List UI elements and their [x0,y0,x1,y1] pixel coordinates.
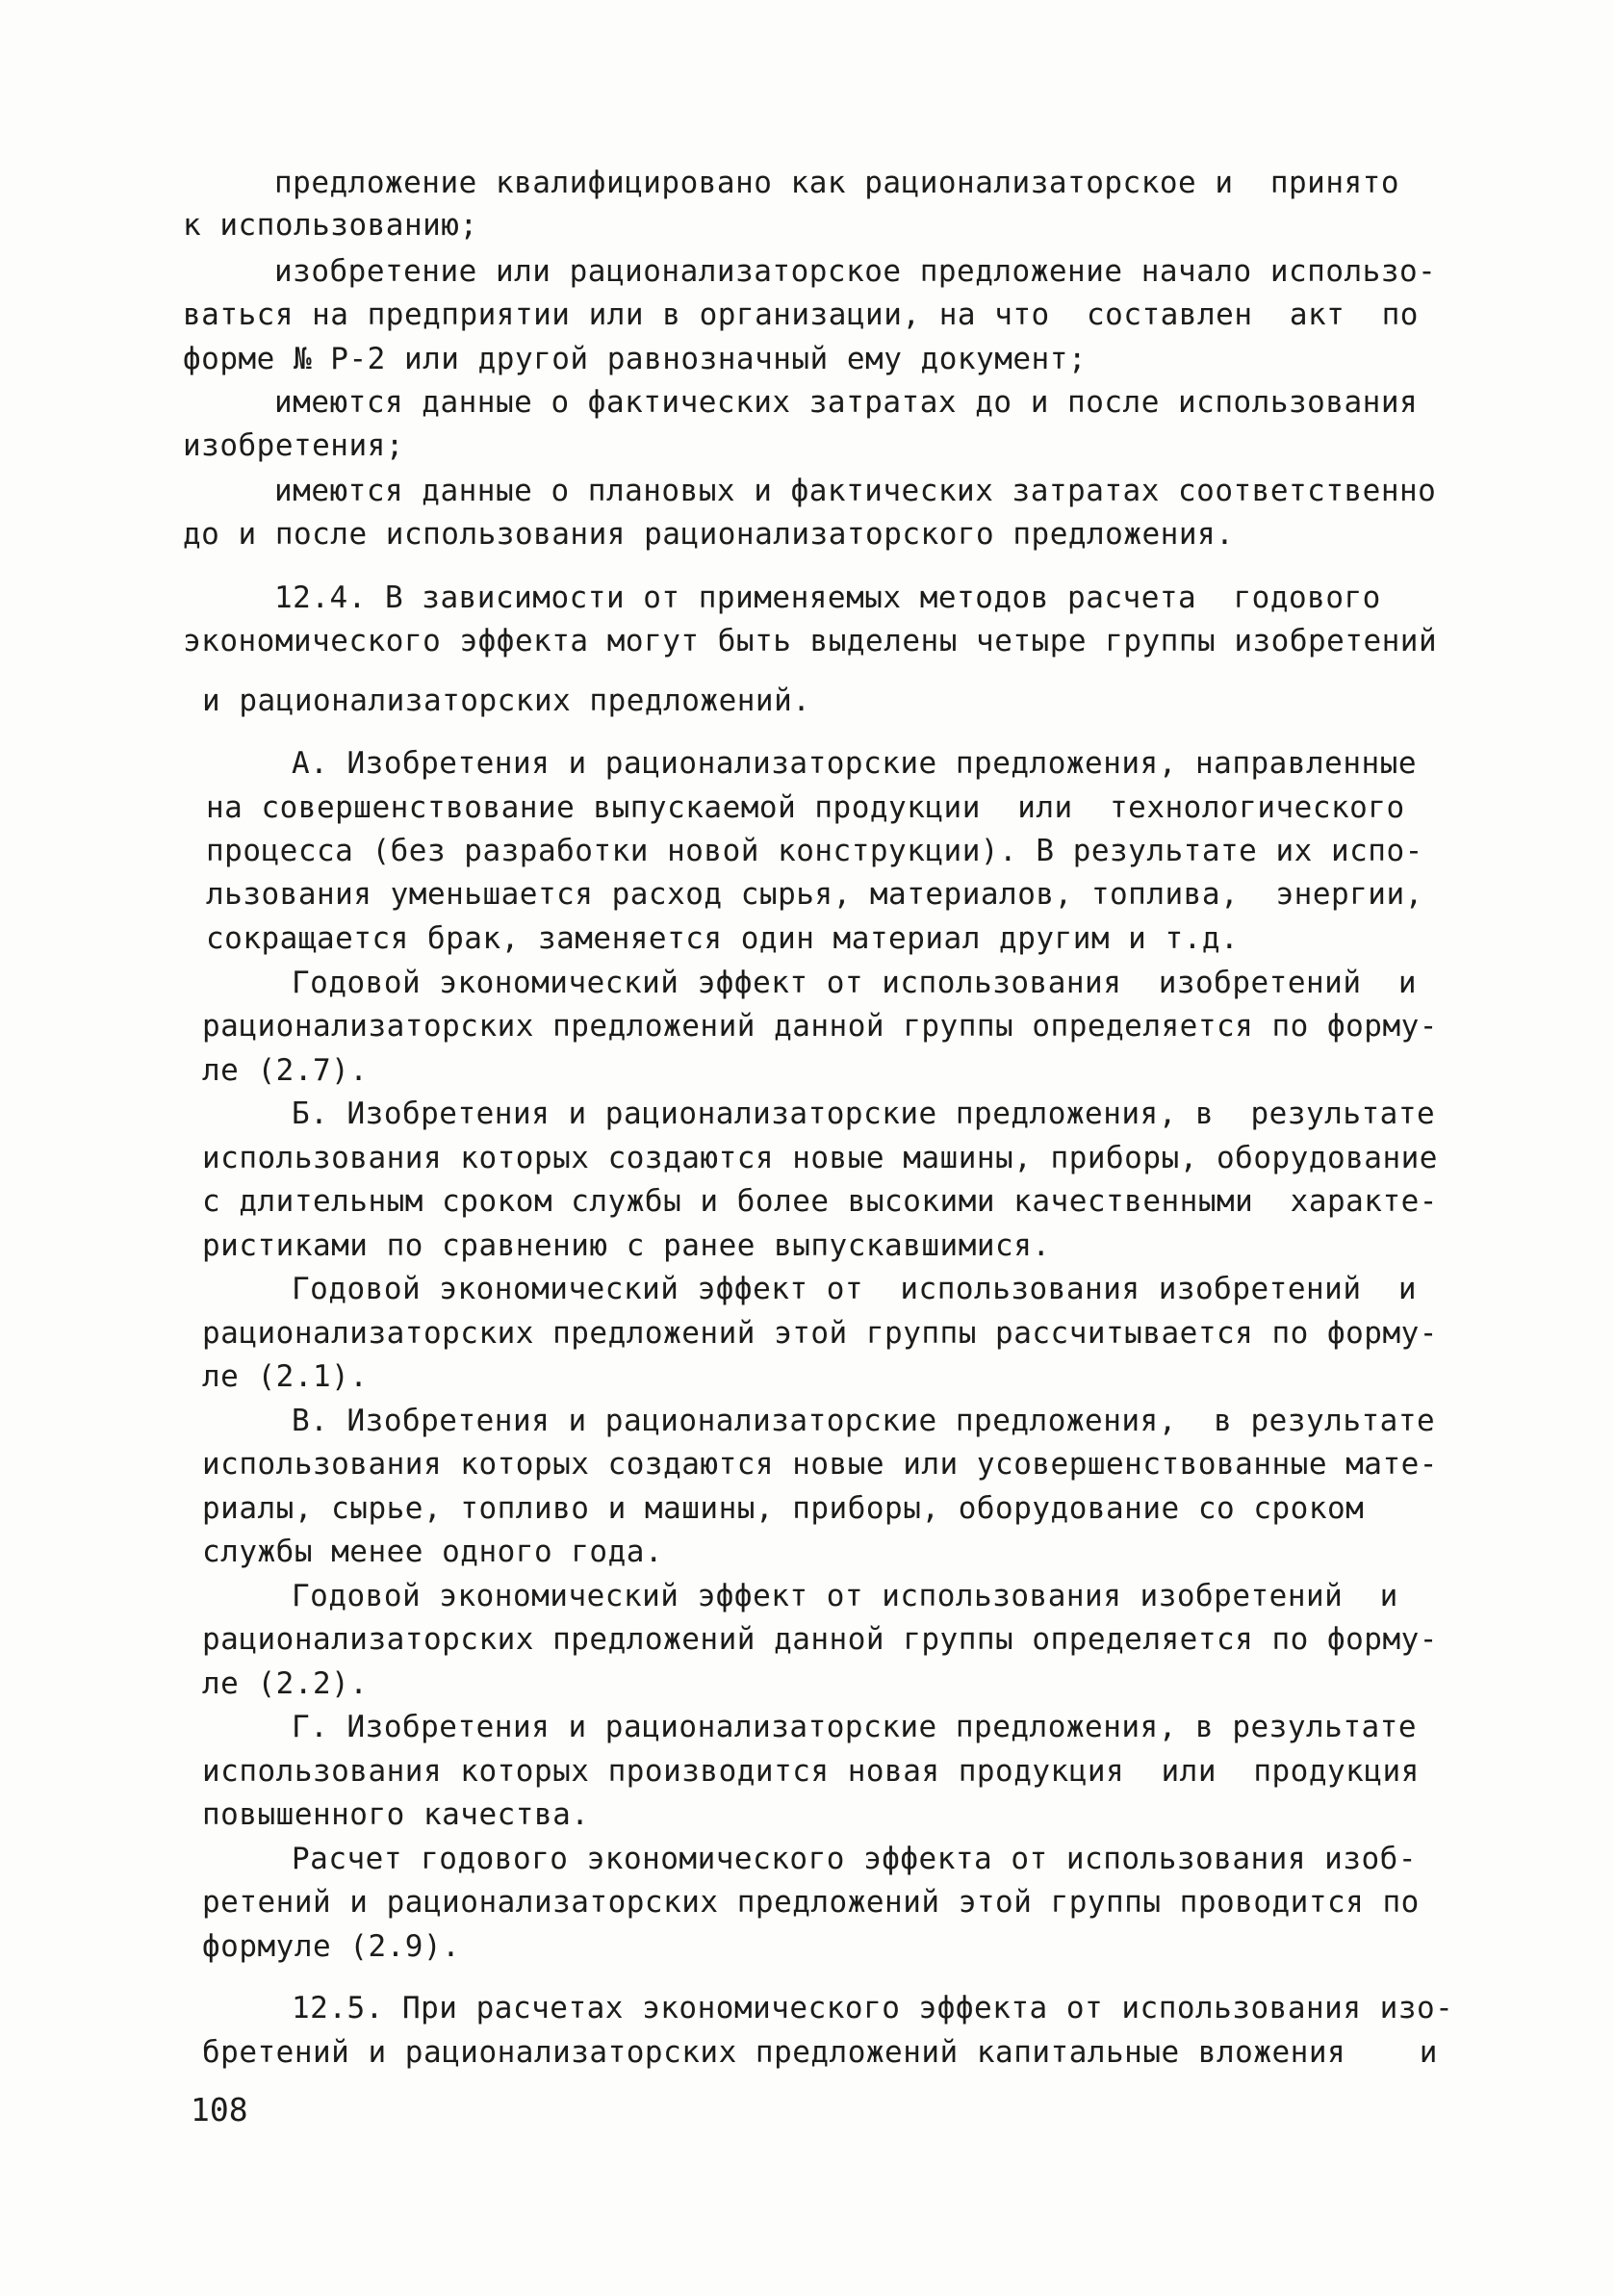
text-line: бретений и рационализаторских предложений капитальные вложения и [202,2035,1438,2070]
text-line: службы менее одного года. [202,1535,664,1569]
text-line: льзования уменьшается расход сырья, материалов, топлива, энергии, [206,877,1423,912]
text-line: ле (2.2). [202,1666,369,1701]
text-line: риалы, сырье, топливо и машины, приборы, оборудование со сроком [202,1491,1365,1526]
text-line: имеются данные о плановых и фактических затратах соответственно [274,474,1437,508]
text-line: формуле (2.9). [202,1929,461,1964]
group-v-heading: В. Изобретения и рационализаторские предложения, в результате [292,1404,1436,1438]
text-line: к использованию; [183,208,478,243]
text-line: ретений и рационализаторских предложений этой группы проводится по [202,1885,1420,1920]
text-line: Годовой экономический эффект от использования изобретений и [292,966,1417,1000]
text-line: ле (2.7). [202,1053,369,1088]
text-line: повышенного качества. [202,1797,590,1832]
text-line: рационализаторских предложений данной группы определяется по форму- [202,1009,1438,1044]
text-line: предложение квалифицировано как рационализаторское и принято [274,166,1399,200]
text-line: с длительным сроком службы и более высокими качественными характе- [202,1184,1438,1219]
text-line: сокращается брак, заменяется один материал другим и т.д. [206,921,1240,956]
group-b-heading: Б. Изобретения и рационализаторские предложения, в результате [292,1096,1436,1131]
text-line: использования которых создаются новые или усовершенствованные мате- [202,1447,1438,1482]
text-line: использования которых производится новая продукция или продукция [202,1754,1420,1789]
text-line: ристиками по сравнению с ранее выпускавшимися. [202,1228,1051,1263]
group-g-heading: Г. Изобретения и рационализаторские предложения, в результате [292,1710,1417,1744]
text-line: Годовой экономический эффект от использования изобретений и [292,1272,1417,1306]
text-line: и рационализаторских предложений. [202,684,811,718]
text-line: форме № Р-2 или другой равнозначный ему документ; [183,342,1088,376]
text-line: использования которых создаются новые машины, приборы, оборудование [202,1141,1438,1175]
text-line: Годовой экономический эффект от использования изобретений и [292,1579,1398,1613]
group-a-heading: А. Изобретения и рационализаторские предложения, направленные [292,746,1417,781]
section-paragraph-12-4: 12.4. В зависимости от применяемых методов расчета годового [274,580,1381,615]
text-line: имеются данные о фактических затратах до и после использования [274,385,1419,420]
text-line: ле (2.1). [202,1359,369,1394]
text-line: рационализаторских предложений этой группы рассчитывается по форму- [202,1316,1438,1351]
text-line: экономического эффекта могут быть выделены четыре группы изобретений [183,624,1438,658]
text-line: до и после использования рационализаторского предложения. [183,517,1235,552]
text-line: процесса (без разработки новой конструкции). В результате их испо- [206,834,1423,868]
text-line: рационализаторских предложений данной группы определяется по форму- [202,1622,1438,1657]
text-line: Расчет годового экономического эффекта от использования изоб- [292,1842,1417,1876]
section-paragraph-12-5: 12.5. При расчетах экономического эффекта от использования изо- [292,1991,1454,2025]
page-number: 108 [191,2091,248,2128]
text-line: на совершенствование выпускаемой продукции или технологического [206,790,1405,825]
text-line: изобретения; [183,428,404,463]
text-line: ваться на предприятии или в организации, на что составлен акт по [183,297,1419,332]
text-line: изобретение или рационализаторское предложение начало использо- [274,254,1437,289]
